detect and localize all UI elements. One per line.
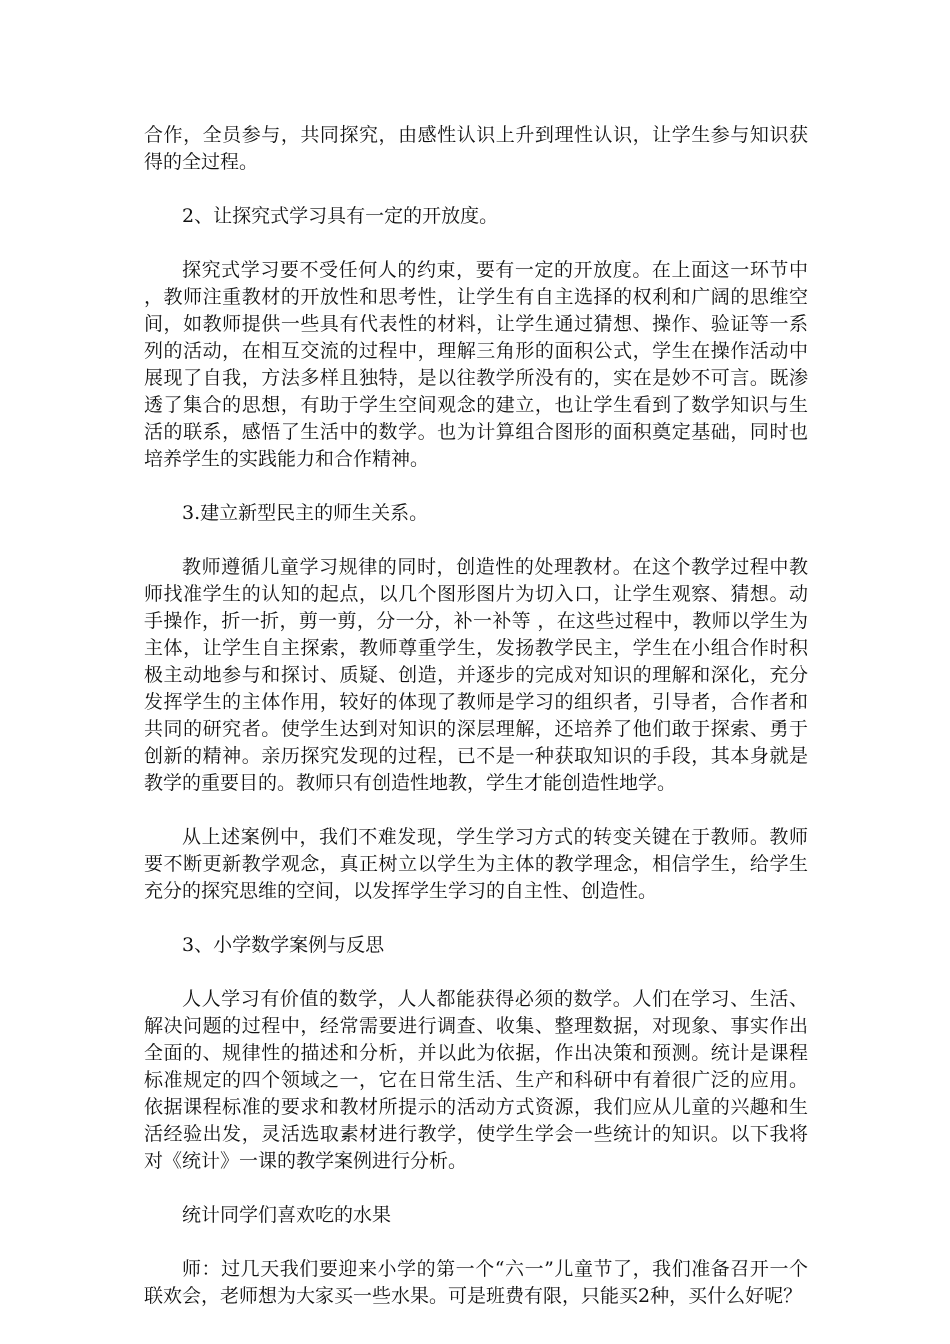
paragraph-intro-continuation: 合作，全员参与，共同探究，由感性认识上升到理性认识，让学生参与知识获得的全过程。 [144, 124, 808, 173]
paragraph-statistics-intro: 人人学习有价值的数学，人人都能获得必须的数学。人们在学习、生活、解决问题的过程中，经常需要进行调查、收集、整理数据，对现象、事实作出全面的、规律性的描述和分析，并以此为依据，作出决策和预测。统计是课程标准规定的四个领域之一，它在日常生活、生产和科研中有着很广泛的应用。依据课程标准的要求和教材所提示的活动方式资源，我们应从儿童的兴趣和生活经验出发，灵活选取素材进行教学，使学生学会一些统计的知识。以下我将对《统计》一课的教学案例进行分析。 [144, 988, 808, 1172]
paragraph-conclusion: 从上述案例中，我们不难发现，学生学习方式的转变关键在于教师。教师要不断更新教学观念，真正树立以学生为主体的教学理念，相信学生，给学生充分的探究思维的空间，以发挥学生学习的自主性、创造性。 [144, 826, 808, 902]
paragraph-teacher-dialogue: 师：过几天我们要迎来小学的第一个“六一”儿童节了，我们准备召开一个联欢会，老师想为大家买一些水果。可是班费有限，只能买2种，买什么好呢？ [144, 1258, 808, 1307]
section-heading-case-reflection: 3、小学数学案例与反思 [182, 934, 385, 956]
section-heading-openness: 2、让探究式学习具有一定的开放度。 [182, 205, 499, 227]
paragraph-teacher-student-relation: 教师遵循儿童学习规律的同时，创造性的处理教材。在这个教学过程中教师找准学生的认知的起点，以几个图形图片为切入口，让学生观察、猜想。动手操作，折一折，剪一剪，分一分，补一补等 ，在这些过程中，教师以学生为主体，让学生自主探索，教师尊重学生，发扬教学民主，学生在小组合作时积极主动地参与和探讨、质疑、创造，并逐步的完成对知识的理解和深化，充分发挥学生的主体作用，较好的体现了教师是学习的组织者，引导者，合作者和共同的研究者。使学生达到对知识的深层理解，还培养了他们敢于探索、勇于创新的精神。亲历探究发现的过程，已不是一种获取知识的手段，其本身就是教学的重要目的。教师只有创造性地教，学生才能创造性地学。 [144, 556, 808, 794]
document-page [144, 122, 808, 1337]
section-heading-teacher-student-relation: 3.建立新型民主的师生关系。 [182, 502, 429, 524]
paragraph-openness: 探究式学习要不受任何人的约束，要有一定的开放度。在上面这一环节中，教师注重教材的开放性和思考性，让学生有自主选择的权利和广阔的思维空间，如教师提供一些具有代表性的材料，让学生通过猜想、操作、验证等一系列的活动，在相互交流的过程中，理解三角形的面积公式，学生在操作活动中展现了自我，方法多样且独特，是以往教学所没有的，实在是妙不可言。既渗透了集合的思想，有助于学生空间观念的建立，也让学生看到了数学知识与生活的联系，感悟了生活中的数学。也为计算组合图形的面积奠定基础，同时也培养学生的实践能力和合作精神。 [144, 259, 808, 470]
section-heading-fruit-statistics: 统计同学们喜欢吃的水果 [182, 1204, 392, 1226]
